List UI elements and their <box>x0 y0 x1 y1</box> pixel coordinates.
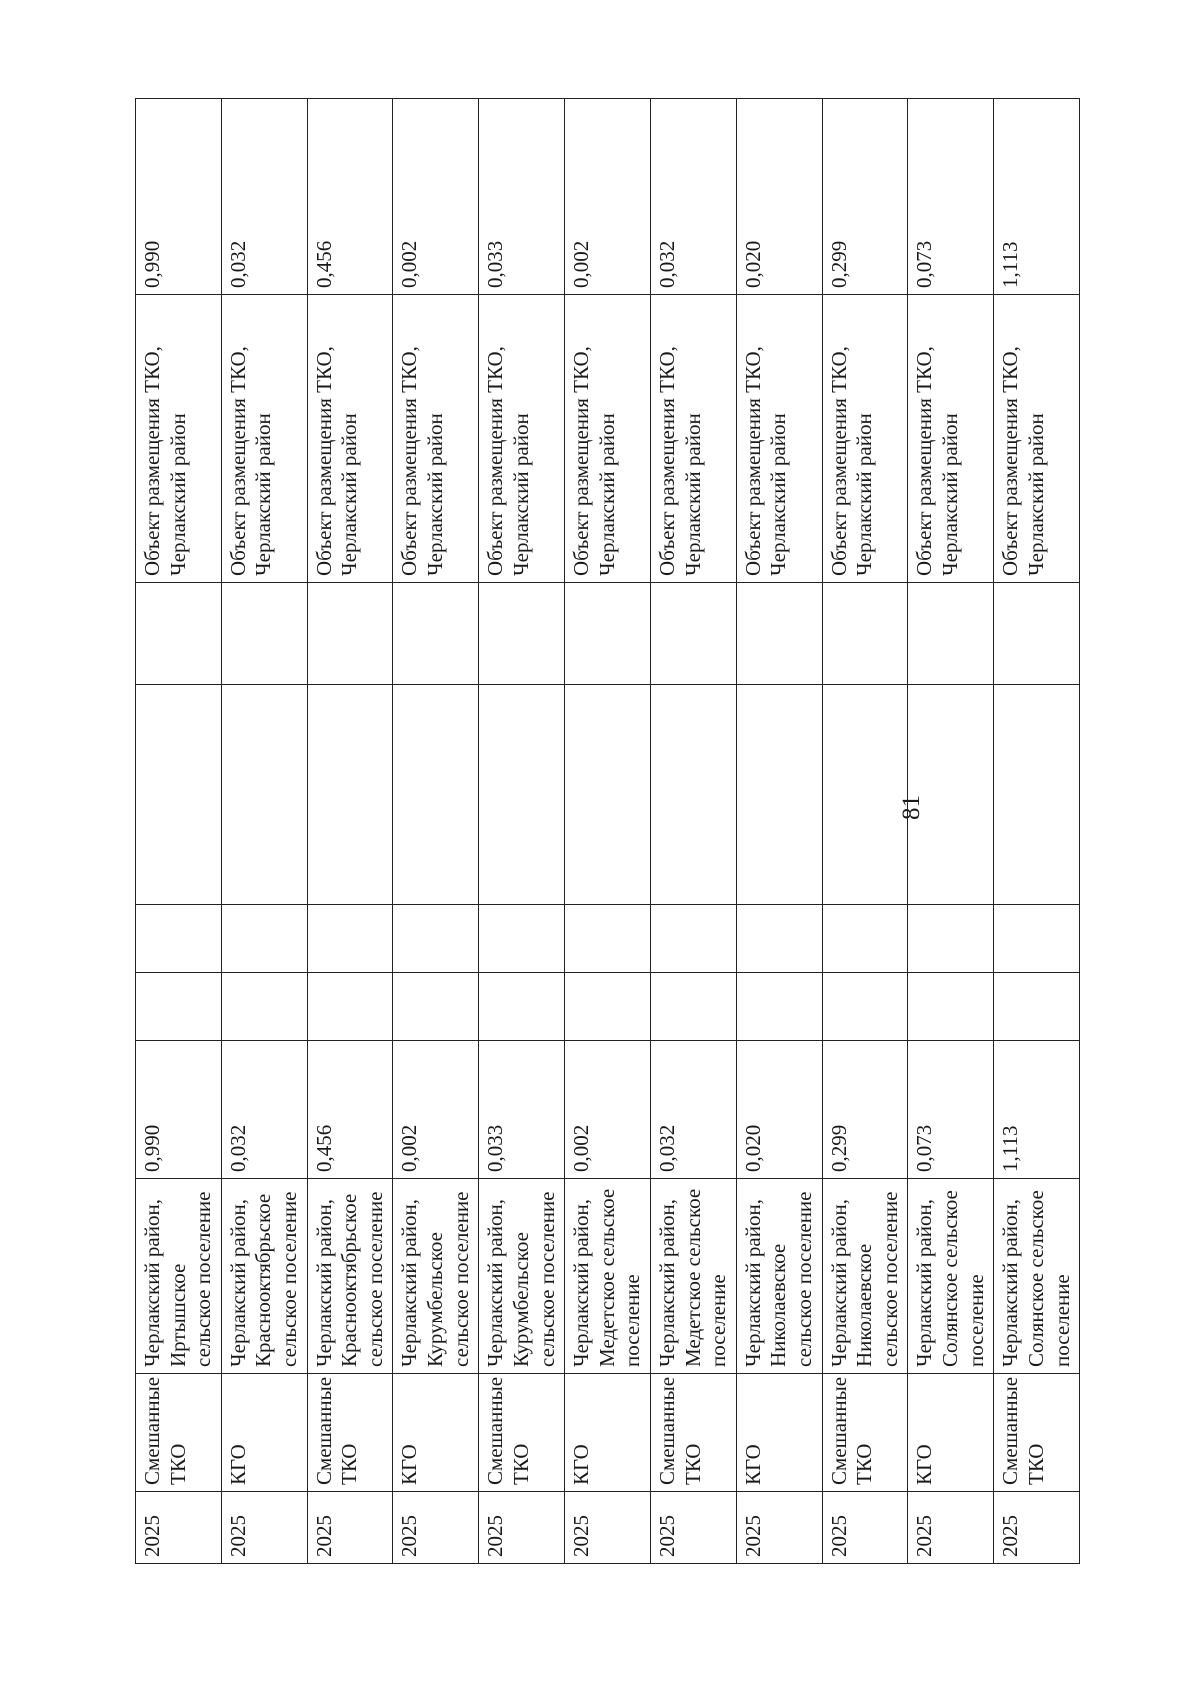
cell-location: Черлакский район, Краснооктябрьское сельское поселение <box>221 1179 307 1374</box>
table-row <box>307 99 393 1564</box>
cell-empty <box>565 973 651 1041</box>
table-row <box>994 99 1080 1564</box>
cell-disposal-object: Объект размещения ТКО, Черлакский район <box>822 295 908 583</box>
cell-empty <box>736 583 822 685</box>
table-row <box>393 99 479 1564</box>
cell-location: Черлакский район, Краснооктябрьское сельское поселение <box>307 1179 393 1374</box>
cell-empty <box>479 905 565 973</box>
cell-volume: 0,020 <box>736 1041 822 1179</box>
cell-volume-disposed: 0,456 <box>307 99 393 295</box>
waste-table-container <box>135 99 1074 1564</box>
cell-volume: 0,002 <box>565 1041 651 1179</box>
cell-waste-type: КГО <box>736 1374 822 1492</box>
cell-volume: 0,002 <box>393 1041 479 1179</box>
cell-empty <box>221 905 307 973</box>
cell-volume-disposed: 0,002 <box>393 99 479 295</box>
waste-table <box>135 98 1080 1564</box>
cell-waste-type: Смешанные ТКО <box>650 1374 736 1492</box>
cell-empty <box>565 685 651 905</box>
cell-empty <box>565 905 651 973</box>
cell-empty <box>479 973 565 1041</box>
cell-volume: 0,299 <box>822 1041 908 1179</box>
cell-volume: 0,456 <box>307 1041 393 1179</box>
table-row <box>136 99 222 1564</box>
cell-location: Черлакский район, Медетское сельское поселение <box>650 1179 736 1374</box>
cell-disposal-object: Объект размещения ТКО, Черлакский район <box>650 295 736 583</box>
cell-waste-type: Смешанные ТКО <box>994 1374 1080 1492</box>
cell-year: 2025 <box>221 1492 307 1564</box>
cell-volume: 0,990 <box>136 1041 222 1179</box>
cell-empty <box>822 905 908 973</box>
cell-empty <box>736 685 822 905</box>
cell-empty <box>908 905 994 973</box>
cell-empty <box>307 973 393 1041</box>
table-row <box>650 99 736 1564</box>
cell-location: Черлакский район, Николаевское сельское поселение <box>822 1179 908 1374</box>
cell-empty <box>994 583 1080 685</box>
cell-volume-disposed: 0,990 <box>136 99 222 295</box>
cell-disposal-object: Объект размещения ТКО, Черлакский район <box>908 295 994 583</box>
cell-empty <box>393 685 479 905</box>
table-row <box>221 99 307 1564</box>
cell-volume-disposed: 0,020 <box>736 99 822 295</box>
cell-empty <box>393 583 479 685</box>
cell-volume: 1,113 <box>994 1041 1080 1179</box>
cell-empty <box>908 583 994 685</box>
cell-volume-disposed: 0,002 <box>565 99 651 295</box>
cell-disposal-object: Объект размещения ТКО, Черлакский район <box>221 295 307 583</box>
cell-location: Черлакский район, Медетское сельское поселение <box>565 1179 651 1374</box>
table-row <box>908 99 994 1564</box>
cell-volume-disposed: 0,073 <box>908 99 994 295</box>
cell-volume: 0,032 <box>221 1041 307 1179</box>
cell-volume-disposed: 0,033 <box>479 99 565 295</box>
cell-disposal-object: Объект размещения ТКО, Черлакский район <box>479 295 565 583</box>
cell-empty <box>650 905 736 973</box>
cell-location: Черлакский район, Солянское сельское поселение <box>994 1179 1080 1374</box>
table-row <box>822 99 908 1564</box>
table-row <box>736 99 822 1564</box>
cell-location: Черлакский район, Солянское сельское поселение <box>908 1179 994 1374</box>
cell-year: 2025 <box>994 1492 1080 1564</box>
cell-year: 2025 <box>565 1492 651 1564</box>
cell-waste-type: Смешанные ТКО <box>307 1374 393 1492</box>
cell-empty <box>994 905 1080 973</box>
cell-disposal-object: Объект размещения ТКО, Черлакский район <box>736 295 822 583</box>
cell-volume: 0,033 <box>479 1041 565 1179</box>
cell-disposal-object: Объект размещения ТКО, Черлакский район <box>307 295 393 583</box>
cell-volume-disposed: 0,299 <box>822 99 908 295</box>
cell-year: 2025 <box>908 1492 994 1564</box>
table-row <box>565 99 651 1564</box>
cell-volume: 0,073 <box>908 1041 994 1179</box>
cell-empty <box>479 685 565 905</box>
cell-empty <box>307 905 393 973</box>
cell-empty <box>736 973 822 1041</box>
cell-year: 2025 <box>307 1492 393 1564</box>
cell-year: 2025 <box>393 1492 479 1564</box>
cell-empty <box>822 973 908 1041</box>
cell-waste-type: Смешанные ТКО <box>479 1374 565 1492</box>
cell-waste-type: КГО <box>908 1374 994 1492</box>
cell-waste-type: КГО <box>221 1374 307 1492</box>
page-number: 81 <box>898 795 925 820</box>
cell-empty <box>393 905 479 973</box>
cell-empty <box>221 583 307 685</box>
cell-waste-type: КГО <box>565 1374 651 1492</box>
cell-empty <box>136 583 222 685</box>
cell-empty <box>650 685 736 905</box>
cell-empty <box>136 685 222 905</box>
cell-empty <box>908 685 994 905</box>
cell-disposal-object: Объект размещения ТКО, Черлакский район <box>393 295 479 583</box>
cell-volume: 0,032 <box>650 1041 736 1179</box>
cell-empty <box>822 685 908 905</box>
cell-disposal-object: Объект размещения ТКО, Черлакский район <box>994 295 1080 583</box>
cell-empty <box>136 905 222 973</box>
cell-empty <box>136 973 222 1041</box>
cell-year: 2025 <box>479 1492 565 1564</box>
cell-empty <box>565 583 651 685</box>
cell-location: Черлакский район, Иртышское сельское поселение <box>136 1179 222 1374</box>
cell-year: 2025 <box>736 1492 822 1564</box>
cell-empty <box>479 583 565 685</box>
cell-volume-disposed: 0,032 <box>221 99 307 295</box>
cell-waste-type: КГО <box>393 1374 479 1492</box>
cell-volume-disposed: 0,032 <box>650 99 736 295</box>
table-row <box>479 99 565 1564</box>
cell-disposal-object: Объект размещения ТКО, Черлакский район <box>136 295 222 583</box>
cell-empty <box>908 973 994 1041</box>
cell-waste-type: Смешанные ТКО <box>136 1374 222 1492</box>
table-body <box>136 99 1080 1564</box>
cell-waste-type: Смешанные ТКО <box>822 1374 908 1492</box>
cell-location: Черлакский район, Курумбельское сельское поселение <box>393 1179 479 1374</box>
cell-empty <box>221 973 307 1041</box>
cell-year: 2025 <box>650 1492 736 1564</box>
cell-location: Черлакский район, Николаевское сельское поселение <box>736 1179 822 1374</box>
cell-empty <box>994 685 1080 905</box>
cell-volume-disposed: 1,113 <box>994 99 1080 295</box>
cell-empty <box>650 973 736 1041</box>
cell-disposal-object: Объект размещения ТКО, Черлакский район <box>565 295 651 583</box>
cell-empty <box>822 583 908 685</box>
cell-empty <box>994 973 1080 1041</box>
cell-year: 2025 <box>822 1492 908 1564</box>
cell-location: Черлакский район, Курумбельское сельское поселение <box>479 1179 565 1374</box>
cell-empty <box>307 583 393 685</box>
cell-year: 2025 <box>136 1492 222 1564</box>
cell-empty <box>736 905 822 973</box>
cell-empty <box>307 685 393 905</box>
cell-empty <box>221 685 307 905</box>
cell-empty <box>650 583 736 685</box>
cell-empty <box>393 973 479 1041</box>
